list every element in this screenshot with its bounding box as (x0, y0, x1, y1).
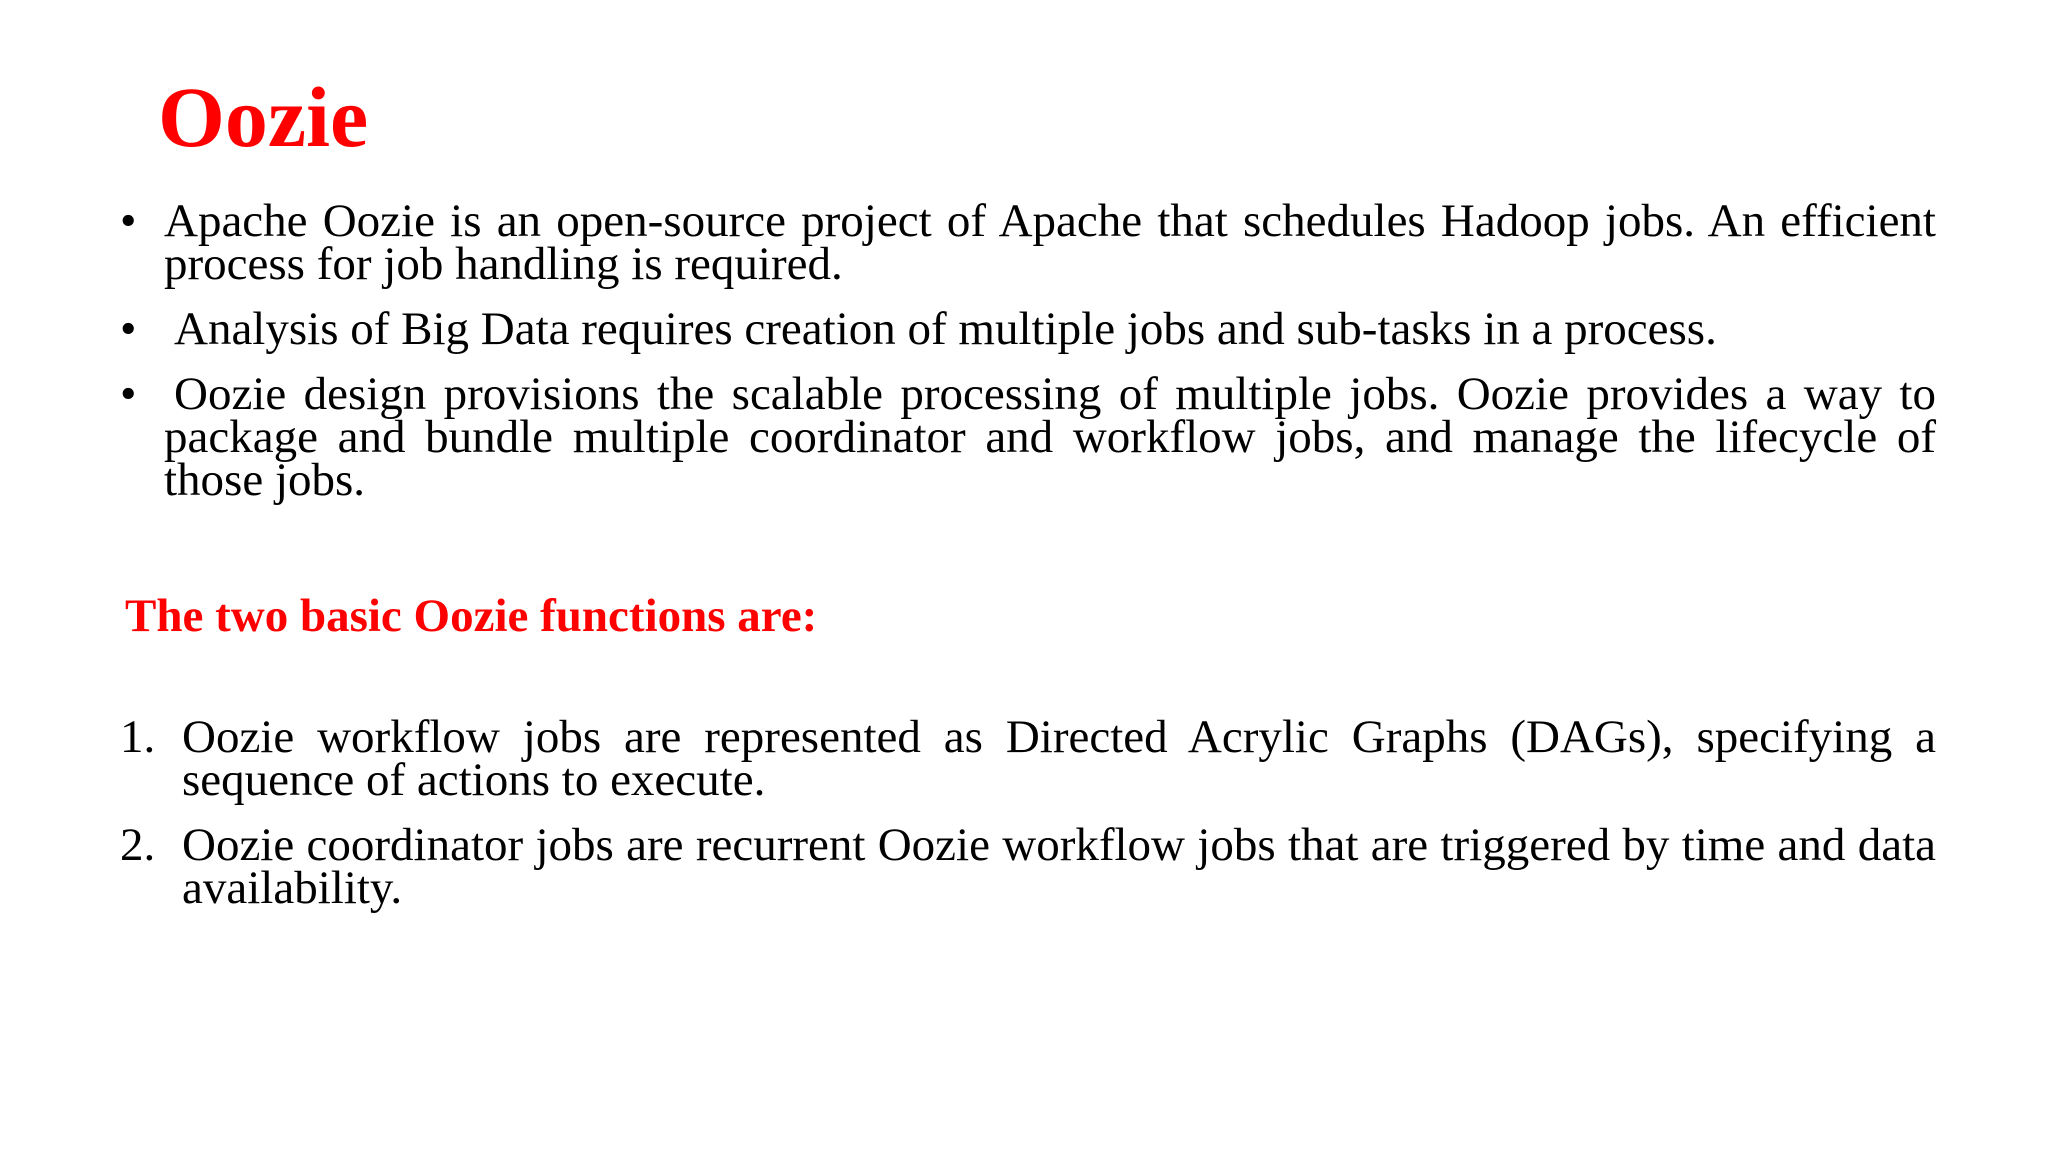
bullet-marker: • (120, 195, 137, 247)
function-text: Oozie workflow jobs are represented as Directed Acrylic Graphs (DAGs), specifying a sequence of actions to execute. (182, 711, 1936, 806)
bullet-marker: • (120, 303, 137, 355)
function-list (120, 711, 1936, 932)
function-number: 2. (120, 819, 156, 871)
function-item (120, 819, 1936, 914)
slide-title: Oozie (158, 69, 369, 165)
bullet-item (120, 368, 1936, 506)
bullet-item (120, 195, 1936, 290)
bullet-marker: • (120, 368, 137, 420)
bullet-text: Apache Oozie is an open-source project of Apache that schedules Hadoop jobs. An efficient process for job handling is required. (164, 195, 1936, 290)
bullet-text: Oozie design provisions the scalable processing of multiple jobs. Oozie provides a way to package and bundle multiple coordinator and workflow jobs, and manage the lifecycle of those jobs. (164, 368, 1936, 506)
section-subheading: The two basic Oozie functions are: (125, 590, 818, 642)
bullet-list (120, 195, 1936, 524)
function-item (120, 711, 1936, 806)
function-text: Oozie coordinator jobs are recurrent Oozie workflow jobs that are triggered by time and data availability. (182, 819, 1936, 914)
bullet-text: Analysis of Big Data requires creation of multiple jobs and sub-tasks in a process. (174, 303, 1717, 355)
function-number: 1. (120, 711, 156, 763)
bullet-item (120, 303, 1936, 355)
